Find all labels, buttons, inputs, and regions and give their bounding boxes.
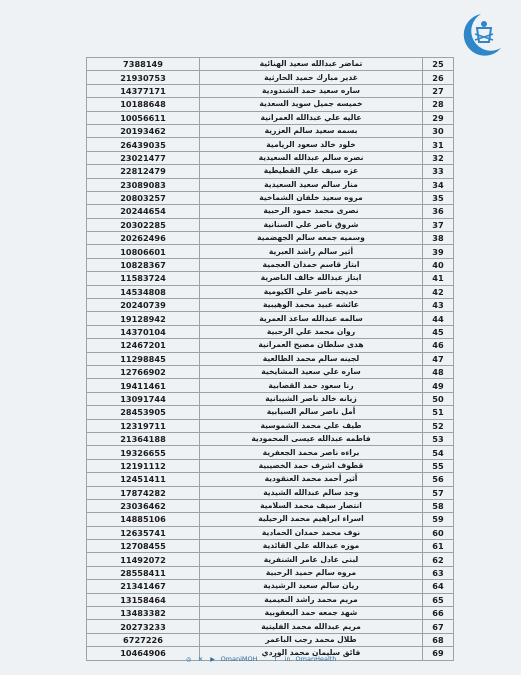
table-row [87, 71, 454, 84]
name-cell: خلود خالد سعود الريامية [200, 138, 423, 151]
name-cell: مريم محمد راشد النعيمية [200, 593, 423, 606]
x-icon[interactable]: ✕ [198, 655, 204, 663]
table-row [87, 513, 454, 526]
table-row [87, 205, 454, 218]
row-number-cell: 55 [423, 459, 454, 472]
row-number-cell: 47 [423, 352, 454, 365]
table-row [87, 285, 454, 298]
phone-cell: 10464906 [87, 647, 200, 660]
row-number-cell: 48 [423, 365, 454, 378]
table-row [87, 459, 454, 472]
phone-cell: 20262496 [87, 232, 200, 245]
phone-cell: 12451411 [87, 473, 200, 486]
phone-cell: 12319711 [87, 419, 200, 432]
table-row [87, 151, 454, 164]
table-row [87, 553, 454, 566]
table-row [87, 620, 454, 633]
footer-handle-health[interactable]: OmanHealth [295, 655, 337, 663]
footer [0, 655, 521, 663]
name-cell: تماضر عبدالله سعيد الهنائية [200, 58, 423, 71]
row-number-cell: 42 [423, 285, 454, 298]
name-cell: ريان سالم سعيد الرشيدية [200, 580, 423, 593]
table-row [87, 593, 454, 606]
facebook-icon[interactable]: f [274, 655, 277, 663]
row-number-cell: 34 [423, 178, 454, 191]
name-cell: أثير سالم راشد العبرية [200, 245, 423, 258]
row-number-cell: 64 [423, 580, 454, 593]
table-row [87, 299, 454, 312]
phone-cell: 12191112 [87, 459, 200, 472]
row-number-cell: 66 [423, 607, 454, 620]
table-row [87, 245, 454, 258]
phone-cell: 12467201 [87, 339, 200, 352]
name-cell: نصره سالم عبدالله السعيدية [200, 151, 423, 164]
row-number-cell: 67 [423, 620, 454, 633]
phone-cell: 6727226 [87, 633, 200, 646]
employee-table [86, 57, 448, 661]
phone-cell: 23089083 [87, 178, 200, 191]
phone-cell: 10806601 [87, 245, 200, 258]
ministry-of-health-logo [451, 10, 509, 60]
table-row [87, 392, 454, 405]
instagram-icon[interactable]: ◎ [185, 655, 192, 663]
name-cell: هدى سلطان مصبح العمرانية [200, 339, 423, 352]
row-number-cell: 63 [423, 566, 454, 579]
name-cell: انتصار سيف محمد السلامية [200, 499, 423, 512]
name-cell: مروه سالم حميد الرحبية [200, 566, 423, 579]
row-number-cell: 30 [423, 124, 454, 137]
phone-cell: 20244654 [87, 205, 200, 218]
row-number-cell: 68 [423, 633, 454, 646]
table-row [87, 138, 454, 151]
row-number-cell: 51 [423, 406, 454, 419]
table-row [87, 406, 454, 419]
phone-cell: 22812479 [87, 165, 200, 178]
row-number-cell: 61 [423, 540, 454, 553]
row-number-cell: 32 [423, 151, 454, 164]
name-cell: غدير مبارك حميد الحارثية [200, 71, 423, 84]
table-row [87, 111, 454, 124]
table-row [87, 84, 454, 97]
name-cell: خديجه ناصر علي الكيومية [200, 285, 423, 298]
row-number-cell: 26 [423, 71, 454, 84]
table-row [87, 486, 454, 499]
name-cell: عزه سيف علي القطيطية [200, 165, 423, 178]
phone-cell: 7388149 [87, 58, 200, 71]
row-number-cell: 41 [423, 272, 454, 285]
phone-cell: 10188648 [87, 98, 200, 111]
name-cell: ابتاز قاسم حمدان العجمية [200, 258, 423, 271]
phone-cell: 10828367 [87, 258, 200, 271]
name-cell: ساره علي سعيد المشايخية [200, 365, 423, 378]
table-row [87, 339, 454, 352]
row-number-cell: 52 [423, 419, 454, 432]
name-cell: رنا سعود حمد القصابية [200, 379, 423, 392]
phone-cell: 13483382 [87, 607, 200, 620]
table-row [87, 98, 454, 111]
table-row [87, 352, 454, 365]
table-row [87, 540, 454, 553]
row-number-cell: 58 [423, 499, 454, 512]
table-row [87, 58, 454, 71]
phone-cell: 23021477 [87, 151, 200, 164]
row-number-cell: 65 [423, 593, 454, 606]
table-row [87, 379, 454, 392]
name-cell: بسمه سعيد سالم العزرية [200, 124, 423, 137]
phone-cell: 14534808 [87, 285, 200, 298]
row-number-cell: 33 [423, 165, 454, 178]
name-cell: فائق سليمان محمد الوردي [200, 647, 423, 660]
name-cell: مريم عبدالله محمد الفليتية [200, 620, 423, 633]
name-cell: منار سالم سعيد السعيدية [200, 178, 423, 191]
phone-cell: 14377171 [87, 84, 200, 97]
name-cell: نوف محمد حمدان الحمادية [200, 526, 423, 539]
table-row [87, 218, 454, 231]
phone-cell: 13158464 [87, 593, 200, 606]
phone-cell: 12766902 [87, 365, 200, 378]
phone-cell: 23036462 [87, 499, 200, 512]
row-number-cell: 37 [423, 218, 454, 231]
table-row [87, 365, 454, 378]
phone-cell: 10056611 [87, 111, 200, 124]
row-number-cell: 44 [423, 312, 454, 325]
name-cell: فاطمه عبدالله عيسى المحمودية [200, 432, 423, 445]
name-cell: وجد سالم عبدالله الشيدية [200, 486, 423, 499]
row-number-cell: 36 [423, 205, 454, 218]
row-number-cell: 45 [423, 325, 454, 338]
row-number-cell: 57 [423, 486, 454, 499]
row-number-cell: 29 [423, 111, 454, 124]
row-number-cell: 31 [423, 138, 454, 151]
table-row [87, 432, 454, 445]
row-number-cell: 69 [423, 647, 454, 660]
row-number-cell: 62 [423, 553, 454, 566]
linkedin-icon[interactable]: in [284, 655, 291, 663]
table-row [87, 232, 454, 245]
phone-cell: 28558411 [87, 566, 200, 579]
phone-cell: 20193462 [87, 124, 200, 137]
row-number-cell: 27 [423, 84, 454, 97]
phone-cell: 20273233 [87, 620, 200, 633]
phone-cell: 14885106 [87, 513, 200, 526]
phone-cell: 20302285 [87, 218, 200, 231]
name-cell: طيف علي محمد الشموسية [200, 419, 423, 432]
table-row [87, 607, 454, 620]
phone-cell: 11298845 [87, 352, 200, 365]
row-number-cell: 60 [423, 526, 454, 539]
phone-cell: 12635741 [87, 526, 200, 539]
table-row [87, 633, 454, 646]
table-row [87, 191, 454, 204]
row-number-cell: 53 [423, 432, 454, 445]
phone-cell: 13091744 [87, 392, 200, 405]
table-row [87, 566, 454, 579]
row-number-cell: 54 [423, 446, 454, 459]
name-cell: اسراء ابراهيم محمد الرحيلية [200, 513, 423, 526]
table-row [87, 526, 454, 539]
phone-cell: 19326655 [87, 446, 200, 459]
table-row [87, 312, 454, 325]
name-cell: عاليه علي عبدالله العمرانية [200, 111, 423, 124]
name-cell: مروه سعيد خلفان الشماخية [200, 191, 423, 204]
youtube-icon[interactable]: ▶ [210, 655, 215, 663]
table-row [87, 325, 454, 338]
phone-cell: 26439035 [87, 138, 200, 151]
name-cell: شهد جمعه حمد البعقوبية [200, 607, 423, 620]
phone-cell: 20803257 [87, 191, 200, 204]
row-number-cell: 49 [423, 379, 454, 392]
phone-cell: 19128942 [87, 312, 200, 325]
name-cell: روان محمد علي الرحبية [200, 325, 423, 338]
name-cell: أثير أحمد محمد العنقودية [200, 473, 423, 486]
row-number-cell: 56 [423, 473, 454, 486]
row-number-cell: 59 [423, 513, 454, 526]
phone-cell: 21930753 [87, 71, 200, 84]
phone-cell: 17874282 [87, 486, 200, 499]
table-row [87, 446, 454, 459]
name-cell: ابتاز عبدالله خالف الناصرية [200, 272, 423, 285]
name-cell: ساره سعيد حمد الشندودية [200, 84, 423, 97]
table-row [87, 473, 454, 486]
phone-cell: 14370104 [87, 325, 200, 338]
row-number-cell: 38 [423, 232, 454, 245]
footer-handle-moh[interactable]: OmaniMOH [220, 655, 258, 663]
name-cell: شروق ناصر علي السنانية [200, 218, 423, 231]
phone-cell: 11492072 [87, 553, 200, 566]
table-row [87, 165, 454, 178]
name-cell: وسميه جمعه سالم الجهضمية [200, 232, 423, 245]
row-number-cell: 28 [423, 98, 454, 111]
name-cell: خميسه جميل سويد السعدية [200, 98, 423, 111]
name-cell: زيانه خالد ناصر الشيبانية [200, 392, 423, 405]
phone-cell: 21341467 [87, 580, 200, 593]
name-cell: لجينه سالم محمد الطالعية [200, 352, 423, 365]
name-cell: براءه ناصر محمد الجعفرية [200, 446, 423, 459]
name-cell: قطوف اشرف حمد الخصيبية [200, 459, 423, 472]
row-number-cell: 25 [423, 58, 454, 71]
name-cell: موزه عبدالله علي القائدية [200, 540, 423, 553]
row-number-cell: 46 [423, 339, 454, 352]
phone-cell: 21364188 [87, 432, 200, 445]
table-row [87, 124, 454, 137]
name-cell: عائشه عبيد محمد الوهيبية [200, 299, 423, 312]
table-row [87, 499, 454, 512]
name-cell: نصرى محمد حمود الرحبية [200, 205, 423, 218]
table-row [87, 258, 454, 271]
name-cell: أمل ناصر سالم السيابية [200, 406, 423, 419]
row-number-cell: 43 [423, 299, 454, 312]
table-row [87, 419, 454, 432]
phone-cell: 28453905 [87, 406, 200, 419]
row-number-cell: 40 [423, 258, 454, 271]
table-row [87, 272, 454, 285]
phone-cell: 20240739 [87, 299, 200, 312]
phone-cell: 12708455 [87, 540, 200, 553]
row-number-cell: 35 [423, 191, 454, 204]
name-cell: سالمه عبدالله ساعد العمرية [200, 312, 423, 325]
row-number-cell: 50 [423, 392, 454, 405]
name-cell: لبنى عادل عامر الشنفرية [200, 553, 423, 566]
phone-cell: 19411461 [87, 379, 200, 392]
name-cell: طلال محمد رجب الباعمر [200, 633, 423, 646]
row-number-cell: 39 [423, 245, 454, 258]
table-row [87, 580, 454, 593]
phone-cell: 11583724 [87, 272, 200, 285]
table-row [87, 178, 454, 191]
